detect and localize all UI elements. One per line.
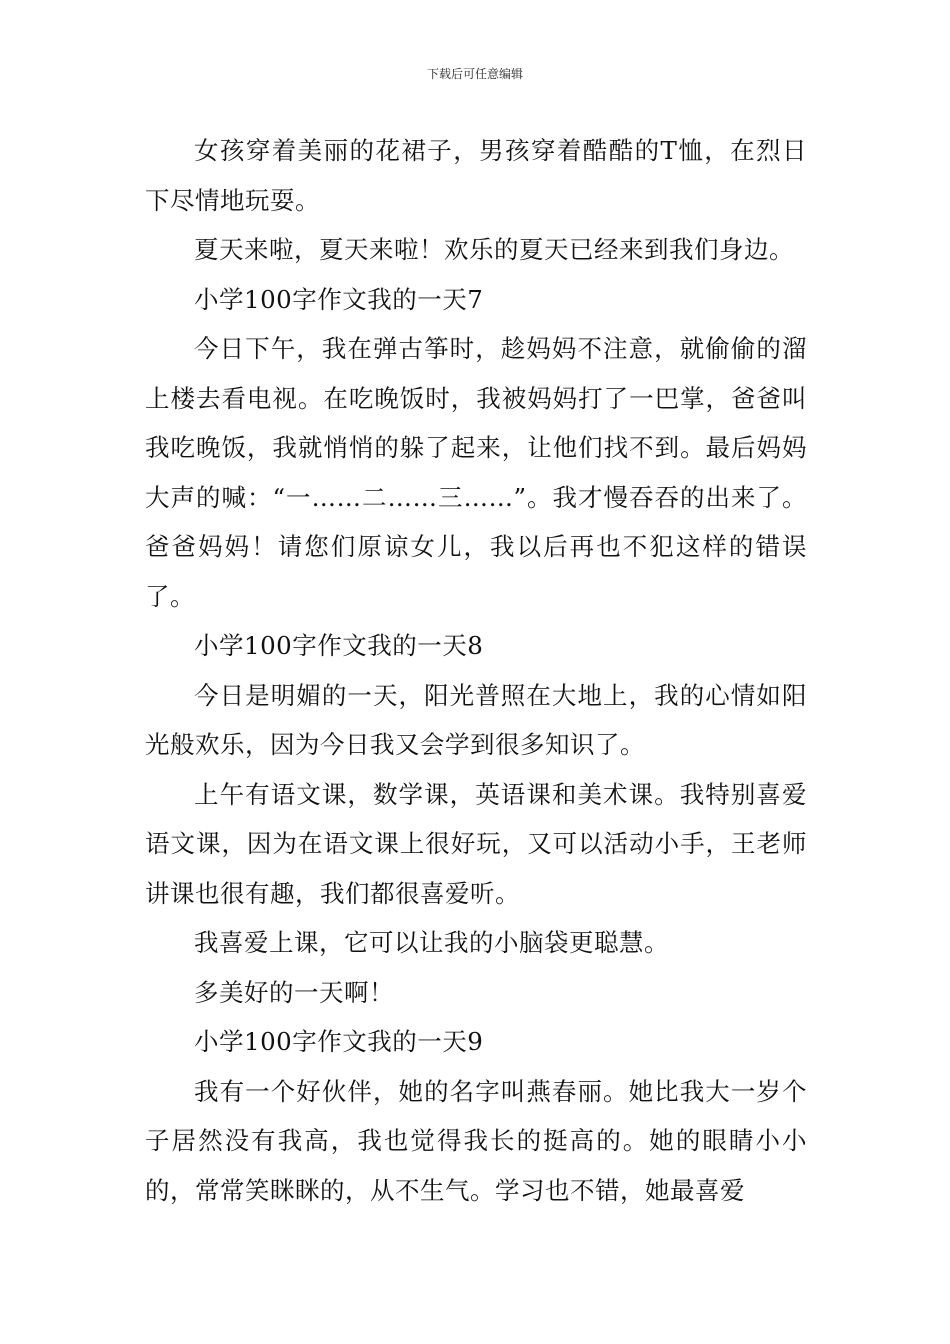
document-body [145, 126, 807, 1215]
page-header: 下载后可任意编辑 [426, 67, 523, 81]
paragraph: 我喜爱上课，它可以让我的小脑袋更聪慧。 [194, 928, 669, 957]
paragraph: 女孩穿着美丽的花裙子，男孩穿着酷酷的T恤，在烈日下尽情地玩耍。 [145, 136, 807, 215]
paragraph: 我有一个好伙伴，她的名字叫燕春丽。她比我大一岁个子居然没有我高，我也觉得我长的挺高的。她的眼睛小小的，常常笑眯眯的，从不生气。学习也不错，她最喜爱 [145, 1076, 807, 1205]
paragraph: 上午有语文课，数学课，英语课和美术课。我特别喜爱语文课，因为在语文课上很好玩，又可以活动小手，王老师讲课也很有趣，我们都很喜爱听。 [145, 779, 807, 908]
paragraph: 多美好的一天啊！ [194, 977, 394, 1007]
essay-heading: 小学100字作文我的一天7 [194, 284, 484, 314]
paragraph: 今日是明媚的一天，阳光普照在大地上，我的心情如阳光般欢乐，因为今日我又会学到很多知识了。 [145, 680, 807, 759]
essay-heading: 小学100字作文我的一天9 [194, 1027, 484, 1056]
paragraph: 夏天来啦，夏天来啦！欢乐的夏天已经来到我们身边。 [194, 235, 794, 264]
essay-heading: 小学100字作文我的一天8 [194, 631, 484, 660]
paragraph: 今日下午，我在弹古筝时，趁妈妈不注意，就偷偷的溜上楼去看电视。在吃晚饭时，我被妈妈打了一巴掌，爸爸叫我吃晚饭，我就悄悄的躲了起来，让他们找不到。最后妈妈大声的喊：“一……二……三……”。我才慢吞吞的出来了。爸爸妈妈！请您们原谅女儿，我以后再也不犯这样的错误了。 [145, 334, 807, 611]
